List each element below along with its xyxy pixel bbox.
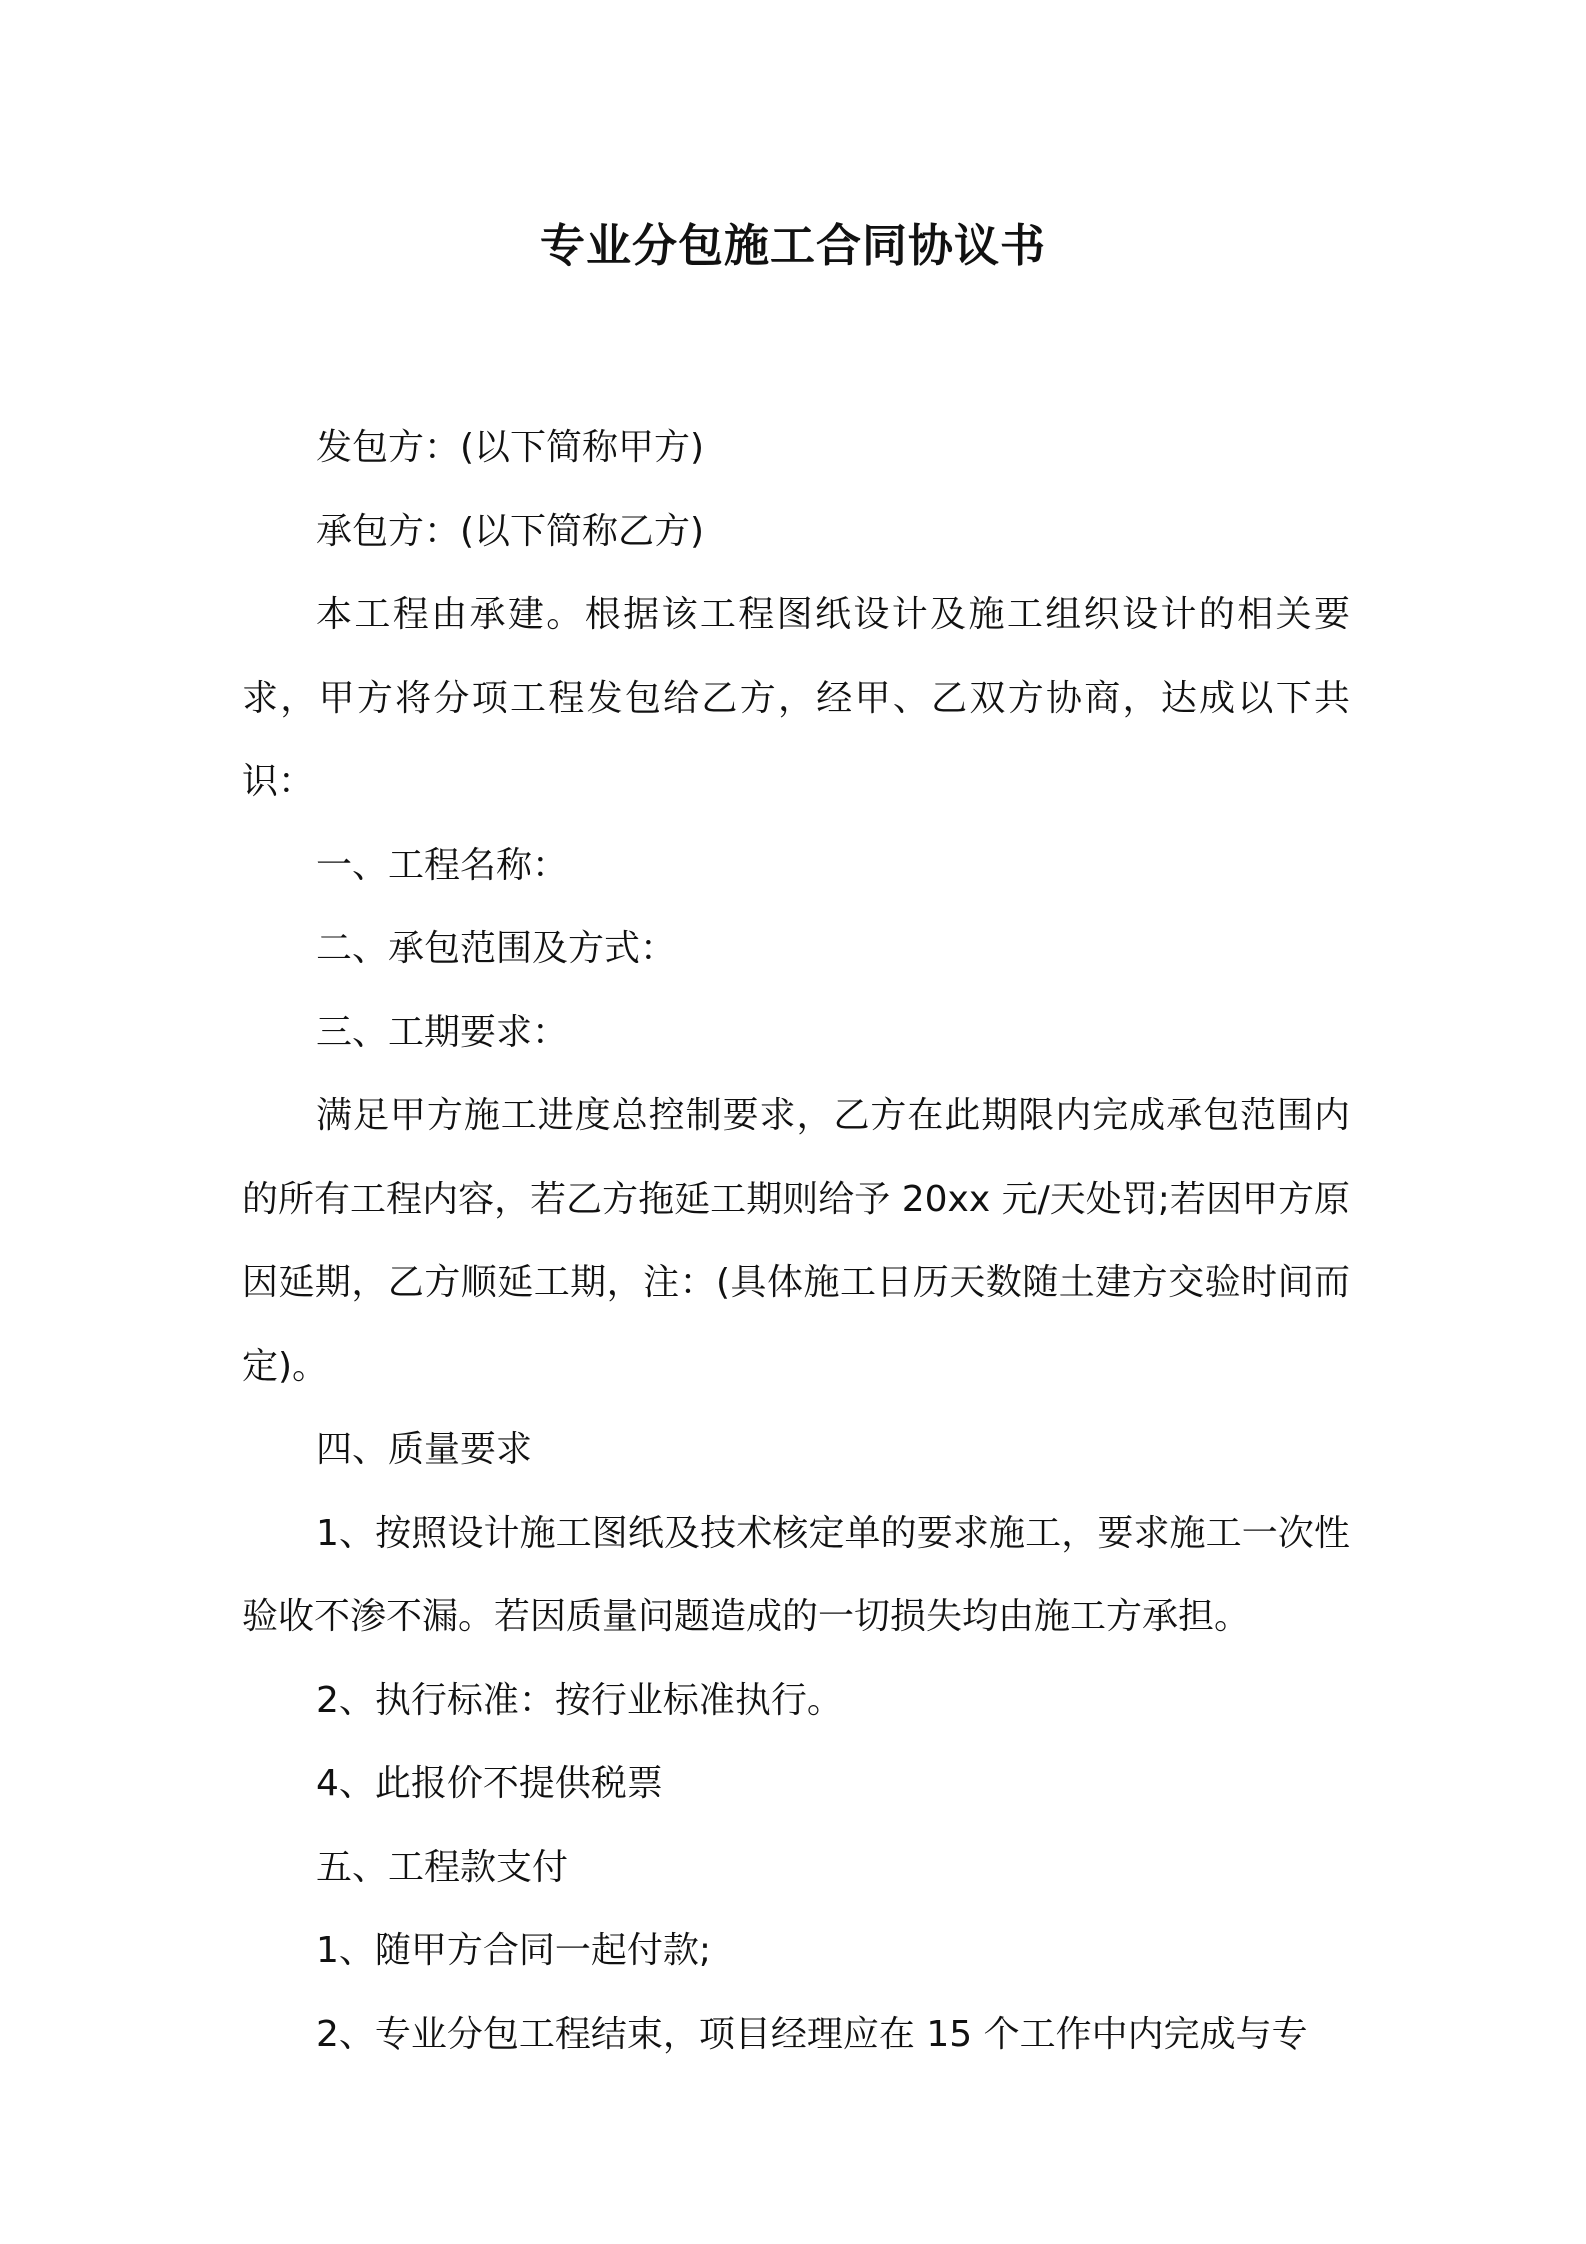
paragraph-quality-item-4: 4、此报价不提供税票 <box>316 1763 663 1804</box>
section-heading-quality: 四、质量要求 <box>316 1429 533 1470</box>
section-heading-payment: 五、工程款支付 <box>316 1846 569 1888</box>
paragraph-quality-item-1: 1、按照设计施工图纸及技术核定单的要求施工，要求施工一次性验收不渗不漏。若因质量问题造成的一切损失均由施工方承担。 <box>242 1512 1350 1637</box>
paragraph-payment-item-2: 2、专业分包工程结束，项目经理应在 15 个工作中内完成与专 <box>316 2013 1308 2055</box>
paragraph-intro: 本工程由承建。根据该工程图纸设计及施工组织设计的相关要求，甲方将分项工程发包给乙方，经甲、乙双方协商，达成以下共识： <box>242 594 1350 802</box>
paragraph-contractor: 发包方：(以下简称甲方) <box>316 427 705 468</box>
document-body <box>242 406 1350 2076</box>
document-title: 专业分包施工合同协议书 <box>539 219 1046 272</box>
section-heading-schedule: 三、工期要求： <box>316 1011 569 1053</box>
section-heading-scope: 二、承包范围及方式： <box>316 928 677 969</box>
paragraph-quality-item-2: 2、执行标准：按行业标准执行。 <box>316 1679 843 1721</box>
section-heading-project-name: 一、工程名称： <box>316 844 569 886</box>
paragraph-payment-item-1: 1、随甲方合同一起付款; <box>316 1930 712 1971</box>
paragraph-schedule-terms: 满足甲方施工进度总控制要求，乙方在此期限内完成承包范围内的所有工程内容，若乙方拖延工期则给予 20xx 元/天处罚;若因甲方原因延期，乙方顺延工期，注：(具体施工日历天数随土建方交验时间而定)。 <box>242 1095 1350 1387</box>
paragraph-subcontractor: 承包方：(以下简称乙方) <box>316 510 705 552</box>
